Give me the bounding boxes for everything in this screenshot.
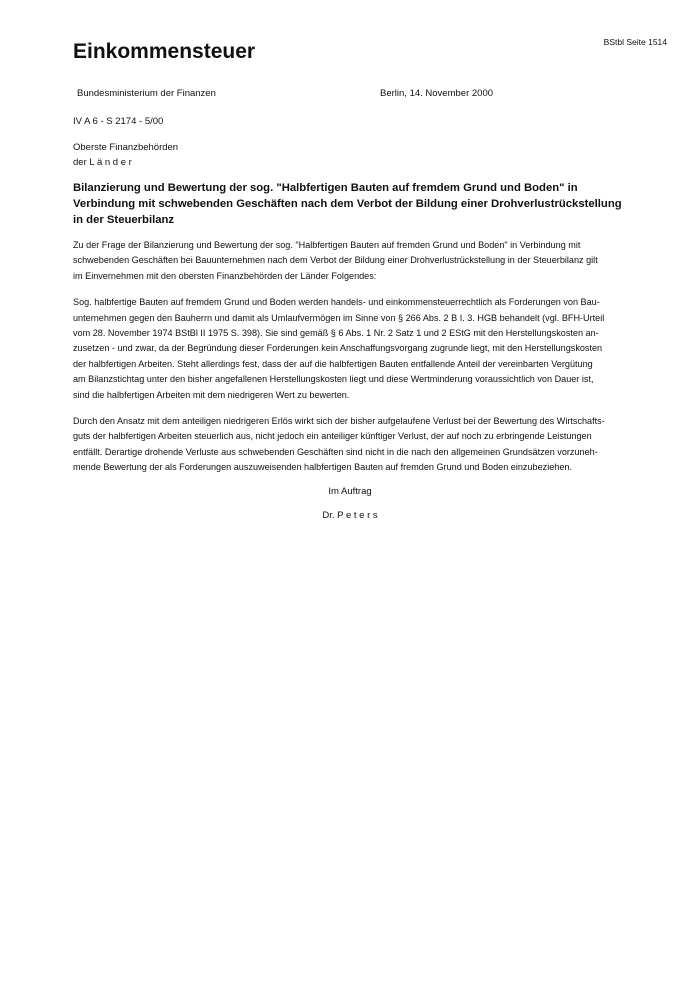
recipient-line: der L ä n d e r [73,157,132,168]
closing-phrase: Im Auftrag [328,486,372,497]
body-text [73,238,633,487]
body-paragraph: Sog. halbfertige Bauten auf fremdem Grund und Boden werden handels- und einkommensteuerrechtlich als Forderungen von Bau- unternehmen gegen den Bauherrn und damit als Umlaufvermögen im Sinne von § 266 Abs. 2 B I. 3. HGB behandelt (vgl. BFH-Urteil vom 28. November 1974 BStBl II 1975 S. 398). Sie sind gemäß § 6 Abs. 1 Nr. 2 Satz 1 und 2 EStG mit den Herstellungskosten an- zusetzen - und zwar, da der Begründung dieser Forderungen kein Anschaffungsvorgang zugrunde liegt, mit den Herstellungskosten der halbfertigen Arbeiten. Steht allerdings fest, dass der auf die halbfertigen Bauten entfallende Anteil der vereinbarten Vergütung am Bilanzstichtag unter den bisher angefallenen Herstellungskosten liegt und diese Wertminderung voraussichtlich von Dauer ist, sind die halbfertigen Arbeiten mit dem niedrigeren Wert zu bewerten. [73,297,605,400]
file-reference: IV A 6 - S 2174 - 5/00 [73,116,164,127]
document-date: Berlin, 14. November 2000 [380,88,494,99]
signature: Dr. P e t e r s [322,510,378,521]
body-paragraph: Zu der Frage der Bilanzierung und Bewertung der sog. "Halbfertigen Bauten auf fremden Grund und Boden" in Verbindung mit schwebenden Geschäften bei Bauunternehmen nach dem Verbot der Bildung einer Drohverlustrückstellung in der Steuerbilanz gilt im Einvernehmen mit den obersten Finanzbehörden der Länder Folgendes: [73,240,598,281]
issuing-ministry: Bundesministerium der Finanzen [77,88,216,99]
recipient-line: Oberste Finanzbehörden [73,142,179,153]
body-paragraph: Durch den Ansatz mit dem anteiligen niedrigeren Erlös wirkt sich der bisher aufgelaufene Verlust bei der Bewertung des Wirtschafts- guts der halbfertigen Arbeiten steuerlich aus, nicht jedoch ein anteiliger künftiger Verlust, der auf noch zu erbringende Leistungen entfällt. Derartige drohende Verluste aus schwebenden Geschäften sind nicht in die nach den allgemeinen Grundsätzen vorzuneh- mende Bewertung der als Forderungen auszuweisenden halbfertigen Bauten auf fremden Grund und Boden einzubeziehen. [73,416,605,473]
document-title: Einkommensteuer [73,40,256,63]
subject-heading: Bilanzierung und Bewertung der sog. "Halbfertigen Bauten auf fremdem Grund und Boden" in Verbindung mit schwebenden Geschäften nach dem Verbot der Bildung einer Drohverlustrückstellung in der Steuerbilanz [73,182,622,226]
recipient-block [73,140,178,170]
page-reference: BStbl Seite 1514 [603,37,667,47]
